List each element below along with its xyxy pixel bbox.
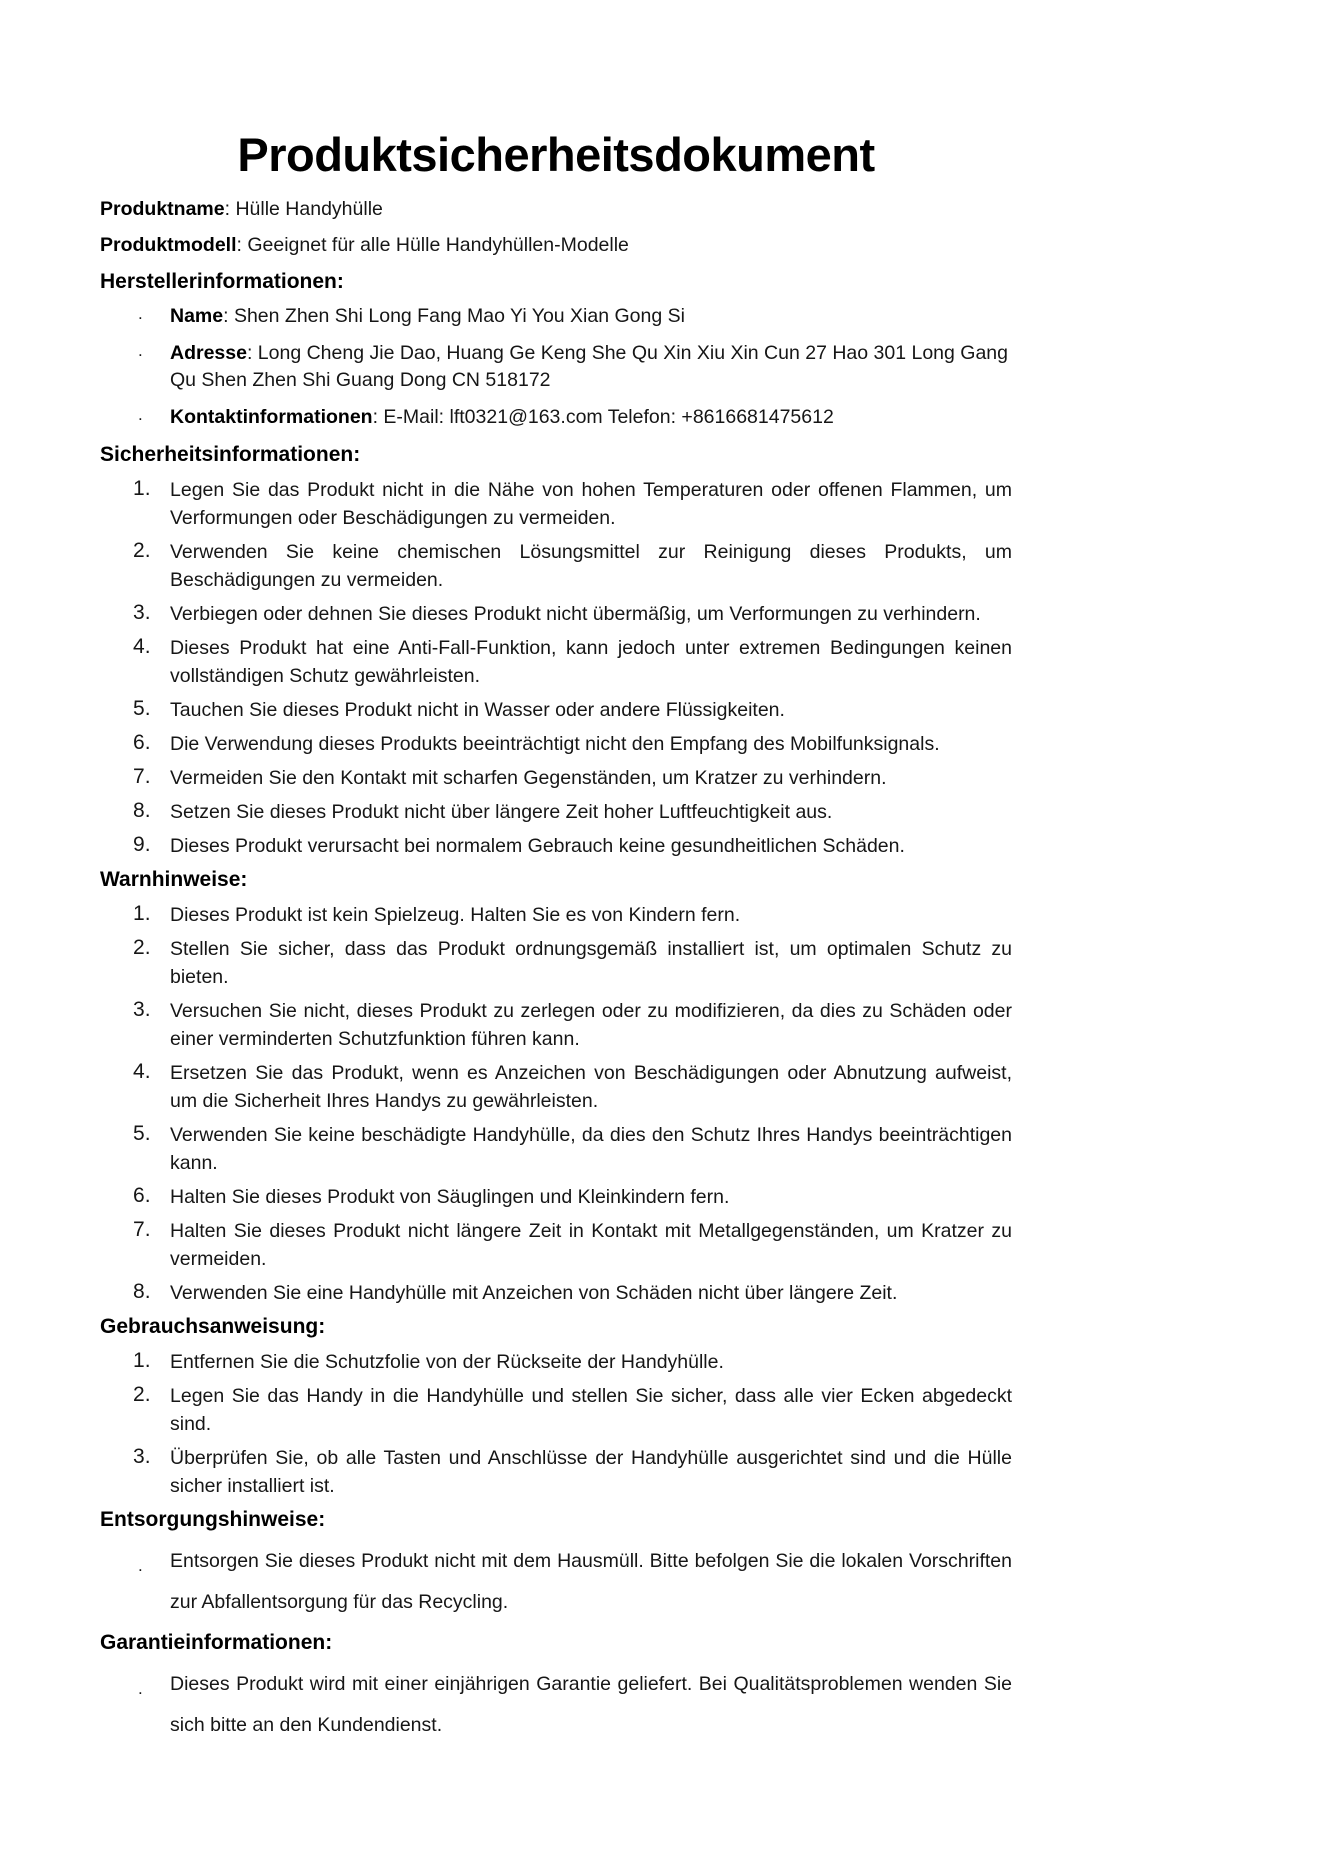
field-product-name-label: Produktname (100, 198, 225, 221)
safety-item-3: Verbiegen oder dehnen Sie dieses Produkt nicht übermäßig, um Verformungen zu verhindern. (170, 603, 981, 626)
safety-item-4: Dieses Produkt hat eine Anti-Fall-Funktion, kann jedoch unter extremen Bedingungen keinen vollständigen Schutz gewährleisten. (170, 637, 1012, 688)
warning-item-4: Ersetzen Sie das Produkt, wenn es Anzeichen von Beschädigungen oder Abnutzung aufweist, um die Sicherheit Ihres Handys zu gewährleisten. (170, 1062, 1012, 1113)
field-product-name (100, 196, 1012, 223)
warranty-list (100, 1664, 1012, 1746)
section-safety (100, 441, 1012, 860)
section-usage-heading: Gebrauchsanweisung: (100, 1315, 326, 1339)
section-disposal-heading: Entsorgungshinweise: (100, 1508, 326, 1532)
manufacturer-list (100, 303, 1012, 431)
disposal-item-1: . Entsorgen Sie dieses Produkt nicht mit dem Hausmüll. Bitte befolgen Sie die lokalen Vorschriften zur Abfallentsorgung für das Recycling. (100, 1541, 1012, 1623)
warning-item-5: Verwenden Sie keine beschädigte Handyhülle, da dies den Schutz Ihres Handys beeinträchtigen kann. (170, 1124, 1012, 1175)
warning-item-1: Dieses Produkt ist kein Spielzeug. Halten Sie es von Kindern fern. (170, 904, 741, 927)
safety-item-1: Legen Sie das Produkt nicht in die Nähe von hohen Temperaturen oder offenen Flammen, um Verformungen oder Beschädigungen zu vermeiden. (170, 479, 1012, 530)
usage-list (100, 1348, 1012, 1500)
usage-item-2: Legen Sie das Handy in die Handyhülle und stellen Sie sicher, dass alle vier Ecken abgedeckt sind. (170, 1385, 1012, 1436)
safety-item-6: Die Verwendung dieses Produkts beeinträchtigt nicht den Empfang des Mobilfunksignals. (170, 733, 940, 756)
field-product-model-label: Produktmodell (100, 234, 237, 257)
warning-item-6: Halten Sie dieses Produkt von Säuglingen und Kleinkindern fern. (170, 1186, 730, 1209)
section-disposal (100, 1506, 1012, 1623)
manufacturer-item-contact-value: : E-Mail: lft0321@163.com Telefon: +8616681475612 (372, 406, 834, 429)
section-warnings-heading: Warnhinweise: (100, 868, 248, 892)
manufacturer-item-name (100, 303, 1012, 330)
field-product-model (100, 232, 1012, 259)
safety-item-5: Tauchen Sie dieses Produkt nicht in Wasser oder andere Flüssigkeiten. (170, 699, 785, 722)
section-manufacturer (100, 268, 1012, 431)
usage-item-1: Entfernen Sie die Schutzfolie von der Rückseite der Handyhülle. (170, 1351, 724, 1374)
manufacturer-item-address (100, 340, 1012, 394)
safety-item-2: Verwenden Sie keine chemischen Lösungsmittel zur Reinigung dieses Produkts, um Beschädigungen zu vermeiden. (170, 541, 1012, 592)
warnings-list (100, 901, 1012, 1307)
safety-item-8: Setzen Sie dieses Produkt nicht über längere Zeit hoher Luftfeuchtigkeit aus. (170, 801, 833, 824)
section-usage (100, 1313, 1012, 1500)
field-product-name-value: : Hülle Handyhülle (224, 198, 383, 221)
section-warranty-heading: Garantieinformationen: (100, 1631, 333, 1655)
section-safety-heading: Sicherheitsinformationen: (100, 443, 361, 467)
manufacturer-item-name-label: Name (170, 305, 224, 328)
manufacturer-item-contact-label: Kontaktinformationen (170, 406, 373, 429)
safety-item-7: Vermeiden Sie den Kontakt mit scharfen Gegenständen, um Kratzer zu verhindern. (170, 767, 887, 790)
warning-item-3: Versuchen Sie nicht, dieses Produkt zu zerlegen oder zu modifizieren, da dies zu Schäden oder einer verminderten Schutzfunktion führen kann. (170, 1000, 1012, 1051)
safety-item-9: Dieses Produkt verursacht bei normalem Gebrauch keine gesundheitlichen Schäden. (170, 835, 905, 858)
manufacturer-item-address-value: : Long Cheng Jie Dao, Huang Ge Keng She Qu Xin Xiu Xin Cun 27 Hao 301 Long Gang Qu Shen Zhen Shi Guang Dong CN 518172 (170, 342, 1008, 392)
warning-item-8: Verwenden Sie eine Handyhülle mit Anzeichen von Schäden nicht über längere Zeit. (170, 1282, 898, 1305)
manufacturer-item-name-value: : Shen Zhen Shi Long Fang Mao Yi You Xian Gong Si (223, 305, 685, 328)
section-warnings (100, 866, 1012, 1307)
warranty-item-1: . Dieses Produkt wird mit einer einjährigen Garantie geliefert. Bei Qualitätsproblemen wenden Sie sich bitte an den Kundendienst. (100, 1664, 1012, 1746)
field-product-model-value: : Geeignet für alle Hülle Handyhüllen-Modelle (236, 234, 629, 257)
disposal-list (100, 1541, 1012, 1623)
warning-item-7: Halten Sie dieses Produkt nicht längere Zeit in Kontakt mit Metallgegenständen, um Kratzer zu vermeiden. (170, 1220, 1012, 1271)
usage-item-3: Überprüfen Sie, ob alle Tasten und Anschlüsse der Handyhülle ausgerichtet sind und die Hülle sicher installiert ist. (170, 1447, 1012, 1498)
manufacturer-item-contact (100, 404, 1012, 431)
section-warranty (100, 1629, 1012, 1746)
document-content (100, 128, 1012, 1750)
warning-item-2: Stellen Sie sicher, dass das Produkt ordnungsgemäß installiert ist, um optimalen Schutz zu bieten. (170, 938, 1012, 989)
document-title: Produktsicherheitsdokument (237, 128, 875, 181)
safety-list (100, 476, 1012, 860)
section-manufacturer-heading: Herstellerinformationen: (100, 270, 344, 294)
manufacturer-item-address-label: Adresse (170, 342, 247, 365)
